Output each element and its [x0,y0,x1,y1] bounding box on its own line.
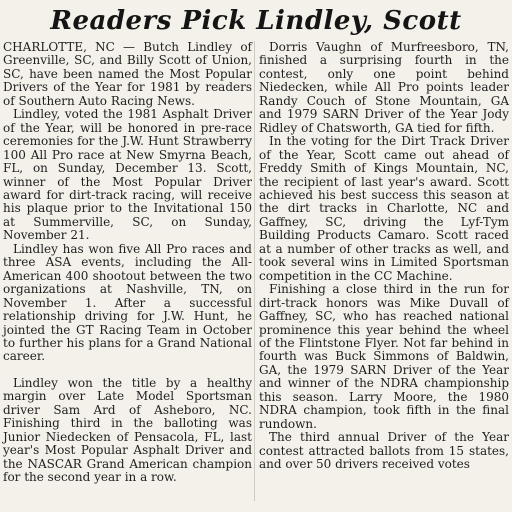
article-column-right [259,41,509,472]
paragraph: Lindley has won five All Pro races and three ASA events, including the All-American 400 shootout between the two organizations at Nashville, TN, on November 1. After a successful relationship driving for J.W. Hunt, he jointed the GT Racing Team in October to further his plans for a Grand National career. [3,241,252,364]
paragraph: CHARLOTTE, NC — Butch Lindley of Greenville, SC, and Billy Scott of Union, SC, have been named the Most Popular Drivers of the Year for 1981 by readers of Southern Auto Racing News. [3,40,252,108]
paragraph: Dorris Vaughn of Murfreesboro, TN, finished a surprising fourth in the contest, only one point behind Niedecken, while All Pro points leader Randy Couch of Stone Mountain, GA and 1979 SARN Driver of the Year Jody Ridley of Chatsworth, GA tied for fifth. [259,40,509,135]
article-column-left [3,41,252,485]
column-divider [254,41,255,501]
paragraph: Lindley won the title by a healthy margin over Late Model Sportsman driver Sam Ard of Asheboro, NC. Finishing third in the balloting was Junior Niedecken of Pensacola, FL, last year's Most Popular Asphalt Driver and the NASCAR Grand American champion for the second year in a row. [3,375,252,485]
paragraph: Finishing a close third in the run for dirt-track honors was Mike Duvall of Gaffney, SC, who has reached national prominence this year behind the wheel of the Flintstone Flyer. Not far behind in fourth was Buck Simmons of Baldwin, GA, the 1979 SARN Driver of the Year and winner of the NDRA championship this season. Larry Moore, the 1980 NDRA champion, took fifth in the final rundown. [259,282,509,431]
headline: Readers Pick Lindley, Scott [50,6,462,36]
paragraph: The third annual Driver of the Year contest attracted ballots from 15 states, and over 50 drivers received votes [259,430,509,472]
paragraph: In the voting for the Dirt Track Driver of the Year, Scott came out ahead of Freddy Smith of Kings Mountain, NC, the recipient of last year's award. Scott achieved his best success this season at the dirt tracks in Charlotte, NC and Gaffney, SC, driving the Lyf-Tym Building Products Camaro. Scott raced at a number of other tracks as well, and took several wins in Limited Sportsman competition in the CC Machine. [259,134,509,283]
paragraph: Lindley, voted the 1981 Asphalt Driver of the Year, will be honored in pre-race ceremonies for the J.W. Hunt Strawberry 100 All Pro race at New Smyrna Beach, FL, on Sunday, December 13. Scott, winner of the Most Popular Driver award for dirt-track racing, will receive his plaque prior to the Invitational 150 at Summerville, SC, on Sunday, November 21. [3,107,252,243]
